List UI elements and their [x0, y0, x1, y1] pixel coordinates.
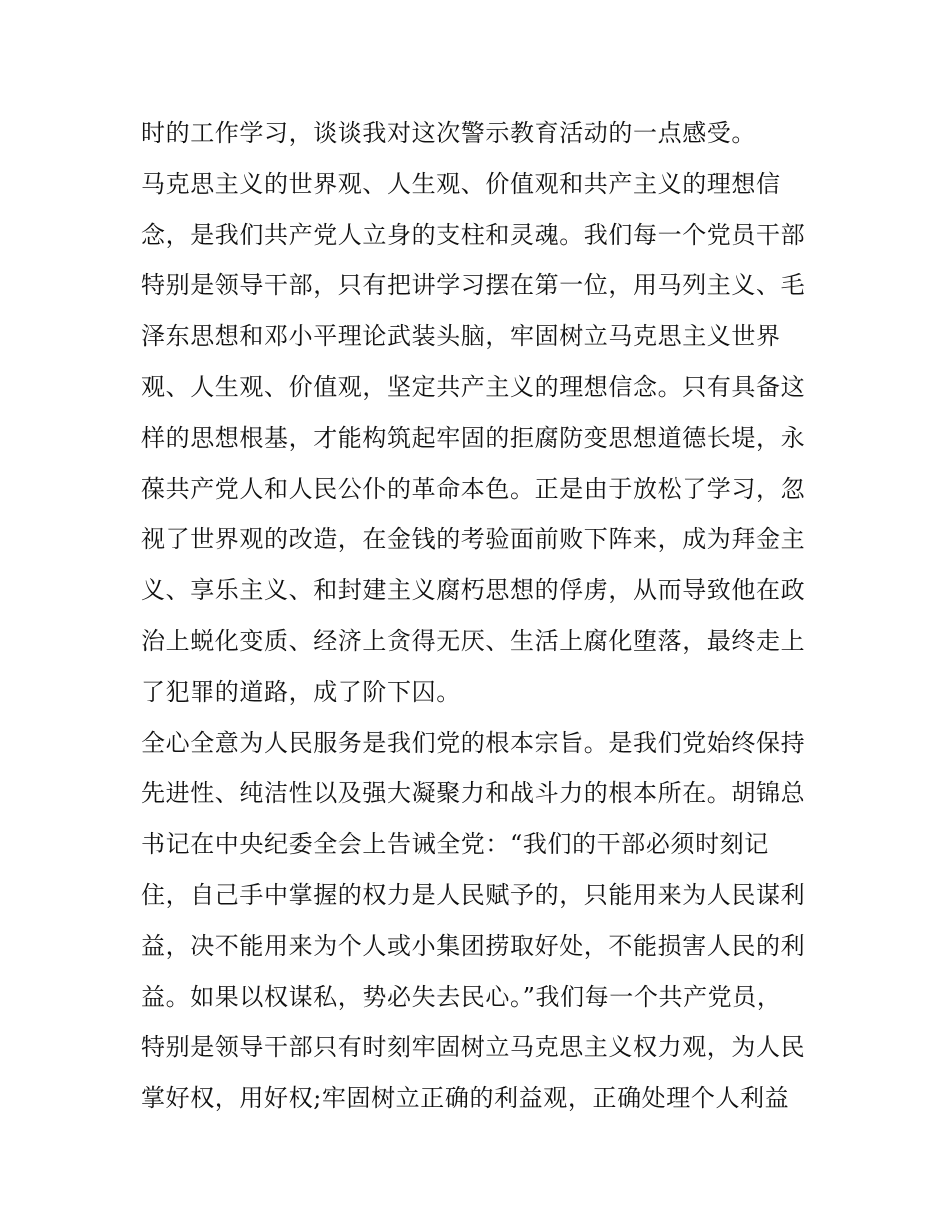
text-line: 葆共产党人和人民公仆的革命本色。正是由于放松了学习，忽	[141, 474, 806, 503]
text-line: 治上蜕化变质、经济上贪得无厌、生活上腐化堕落，最终走上	[141, 626, 806, 655]
text-line: 益，决不能用来为个人或小集团捞取好处，不能损害人民的利	[141, 931, 806, 960]
text-line: 样的思想根基，才能构筑起牢固的拒腐防变思想道德长堤，永	[141, 423, 806, 452]
text-line: 特别是领导干部，只有把讲学习摆在第一位，用马列主义、毛	[141, 271, 806, 300]
text-line: 义、享乐主义、和封建主义腐朽思想的俘虏，从而导致他在政	[141, 576, 806, 605]
text-line: 掌好权，用好权;牢固树立正确的利益观，正确处理个人利益	[141, 1084, 790, 1113]
text-line: 视了世界观的改造，在金钱的考验面前败下阵来，成为拜金主	[141, 525, 806, 554]
text-line: 了犯罪的道路，成了阶下囚。	[141, 677, 461, 706]
text-line: 住，自己手中掌握的权力是人民赋予的，只能用来为人民谋利	[141, 880, 806, 909]
text-line: 书记在中央纪委全会上告诫全党：“我们的干部必须时刻记	[141, 830, 769, 859]
text-line: 念，是我们共产党人立身的支柱和灵魂。我们每一个党员干部	[141, 220, 806, 249]
text-line: 时的工作学习，谈谈我对这次警示教育活动的一点感受。	[141, 119, 756, 147]
body-text	[141, 108, 821, 1124]
text-line: 益。如果以权谋私，势必失去民心。”我们每一个共产党员，	[141, 982, 782, 1011]
text-line: 观、人生观、价值观，坚定共产主义的理想信念。只有具备这	[141, 372, 806, 401]
text-line: 马克思主义的世界观、人生观、价值观和共产主义的理想信	[141, 169, 781, 198]
text-line: 特别是领导干部只有时刻牢固树立马克思主义权力观，为人民	[141, 1033, 806, 1062]
text-line: 全心全意为人民服务是我们党的根本宗旨。是我们党始终保持	[141, 728, 806, 757]
text-line: 先进性、纯洁性以及强大凝聚力和战斗力的根本所在。胡锦总	[141, 779, 806, 808]
text-line: 泽东思想和邓小平理论武装头脑，牢固树立马克思主义世界	[141, 322, 781, 351]
